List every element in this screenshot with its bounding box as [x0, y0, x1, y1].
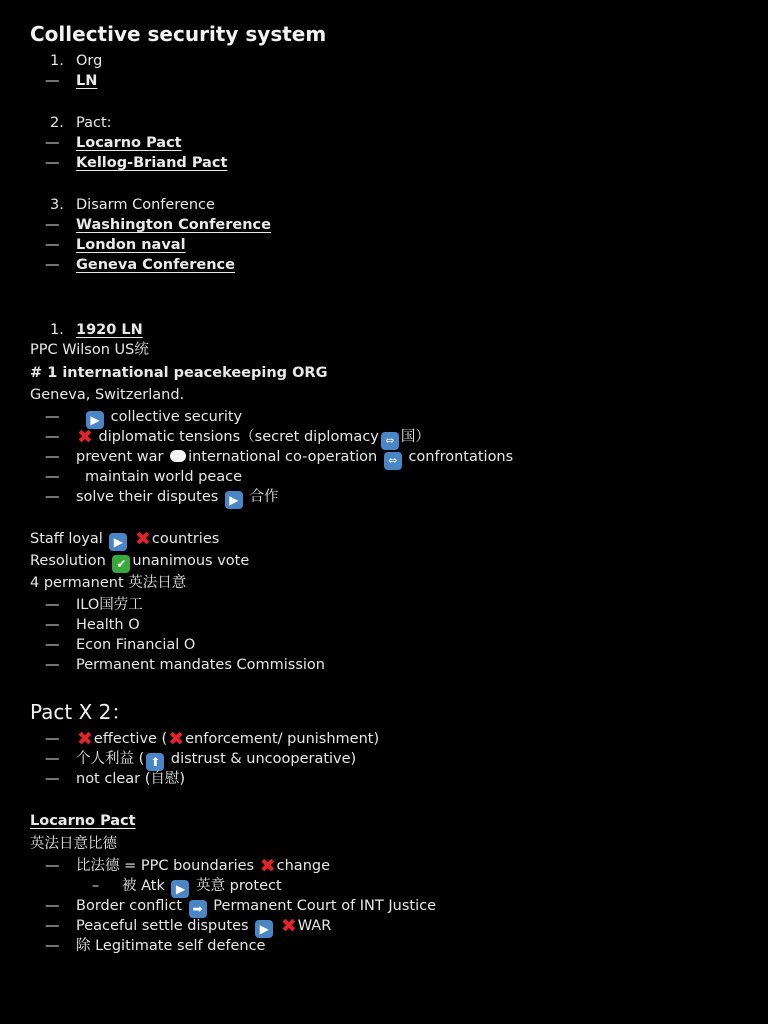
dash-bullet: —	[45, 429, 60, 445]
dash-bullet: —	[45, 409, 60, 425]
bullet-line	[76, 487, 279, 509]
cross-icon: ✖	[135, 528, 151, 550]
list-item: ILO国劳工	[76, 597, 143, 613]
list-item: Disarm Conference	[76, 197, 215, 213]
bullet-line	[76, 749, 356, 771]
text-line: 4 permanent 英法日意	[30, 575, 187, 591]
bullet-text: distrust & uncooperative)	[170, 751, 357, 767]
dash-bullet: —	[45, 135, 60, 151]
dash-bullet: —	[45, 489, 60, 505]
dash-bullet: —	[45, 751, 60, 767]
play-icon: ▶	[255, 920, 273, 938]
dash-bullet: —	[45, 898, 60, 914]
left-right-arrow-icon: ⇔	[381, 432, 399, 450]
text-heading: # 1 international peacekeeping ORG	[30, 365, 328, 381]
cross-icon: ✖	[280, 915, 297, 937]
list-item: Org	[76, 53, 103, 69]
list-item: Permanent mandates Commission	[76, 657, 325, 673]
dash-bullet: —	[45, 597, 60, 613]
dash-bullet: —	[45, 237, 60, 253]
list-number: 1.	[50, 322, 64, 338]
dash-bullet: —	[45, 637, 60, 653]
list-number: 3.	[50, 197, 64, 213]
dash-bullet: —	[45, 449, 60, 465]
list-item: Econ Financial O	[76, 637, 196, 653]
link-locarno-pact-heading[interactable]: Locarno Pact	[30, 813, 136, 829]
dash-bullet: —	[45, 771, 60, 787]
list-number: 2.	[50, 115, 64, 131]
bullet-text: prevent war	[76, 449, 164, 465]
cross-icon: ✖	[259, 855, 276, 877]
link-london-naval[interactable]: London naval	[76, 237, 186, 253]
text-line	[30, 529, 219, 551]
bullet-text: 除 Legitimate self defence	[76, 938, 266, 954]
dash-bullet: —	[45, 731, 60, 747]
list-item: Pact:	[76, 115, 112, 131]
cross-icon: ✖	[77, 426, 93, 448]
bullet-line	[76, 896, 436, 918]
text-line: PPC Wilson US统	[30, 342, 149, 358]
link-washington-conference[interactable]: Washington Conference	[76, 217, 271, 233]
bullet-line	[122, 876, 282, 898]
dash-bullet: —	[45, 858, 60, 874]
bullet-text: change	[276, 858, 331, 874]
dash-bullet: —	[45, 73, 60, 89]
left-right-arrow-icon: ⇔	[384, 452, 402, 470]
bullet-text: 英意 protect	[196, 878, 282, 894]
bullet-text: Peaceful settle disputes	[76, 918, 249, 934]
text-fragment: countries	[151, 531, 220, 547]
bullet-text: maintain world peace	[85, 469, 243, 485]
dash-bullet: —	[45, 257, 60, 273]
bullet-text: Border conflict	[76, 898, 183, 914]
dash-bullet: —	[45, 617, 60, 633]
bullet-line	[76, 916, 331, 938]
play-icon: ▶	[109, 533, 127, 551]
up-arrow-icon: ⬆	[146, 753, 164, 771]
text-line: Geneva, Switzerland.	[30, 387, 185, 403]
bullet-text: Permanent Court of INT Justice	[213, 898, 437, 914]
check-icon: ✔	[112, 555, 130, 573]
bullet-text: international co-operation	[188, 449, 378, 465]
bullet-text: 被 Atk	[122, 878, 165, 894]
dash-bullet: —	[45, 469, 60, 485]
list-item: Health O	[76, 617, 140, 633]
bullet-text: not clear (自慰)	[76, 771, 186, 787]
dash-bullet: —	[45, 155, 60, 171]
play-icon: ▶	[225, 491, 243, 509]
thought-bubble-icon	[170, 450, 186, 462]
sub-dash-bullet: –	[92, 878, 100, 894]
dash-bullet: —	[45, 918, 60, 934]
link-1920-ln[interactable]: 1920 LN	[76, 322, 143, 338]
play-icon: ▶	[171, 880, 189, 898]
text-fragment: Staff loyal	[30, 531, 103, 547]
bullet-text: confrontations	[408, 449, 514, 465]
bullet-text: enforcement/ punishment)	[185, 731, 380, 747]
play-icon: ▶	[86, 411, 104, 429]
bullet-line	[76, 729, 379, 749]
bullet-text: WAR	[297, 918, 332, 934]
list-number: 1.	[50, 53, 64, 69]
bullet-text: solve their disputes	[76, 489, 219, 505]
link-kellog-briand-pact[interactable]: Kellog-Briand Pact	[76, 155, 228, 171]
right-arrow-icon: ➡	[189, 900, 207, 918]
cross-icon: ✖	[168, 728, 185, 750]
bullet-text: 比法德 = PPC boundaries	[76, 858, 255, 874]
link-geneva-conference[interactable]: Geneva Conference	[76, 257, 235, 273]
dash-bullet: —	[45, 657, 60, 673]
bullet-line	[84, 407, 242, 429]
cross-icon: ✖	[77, 728, 93, 750]
text-fragment: unanimous vote	[132, 553, 250, 569]
text-line: 英法日意比德	[30, 836, 117, 852]
bullet-text: 个人利益 (	[76, 751, 145, 767]
bullet-line	[76, 856, 330, 876]
link-ln[interactable]: LN	[76, 73, 98, 89]
link-locarno-pact[interactable]: Locarno Pact	[76, 135, 182, 151]
bullet-text: 国）	[400, 429, 430, 445]
text-fragment: Resolution	[30, 553, 106, 569]
text-line	[30, 551, 249, 573]
section-heading: Pact X 2：	[30, 700, 132, 724]
page-title: Collective security system	[30, 22, 327, 46]
bullet-text: effective (	[93, 731, 168, 747]
dash-bullet: —	[45, 938, 60, 954]
bullet-text: collective security	[110, 409, 243, 425]
dash-bullet: —	[45, 217, 60, 233]
bullet-text: diplomatic tensions（secret diplomacy	[98, 429, 379, 445]
bullet-text: 合作	[249, 489, 279, 505]
